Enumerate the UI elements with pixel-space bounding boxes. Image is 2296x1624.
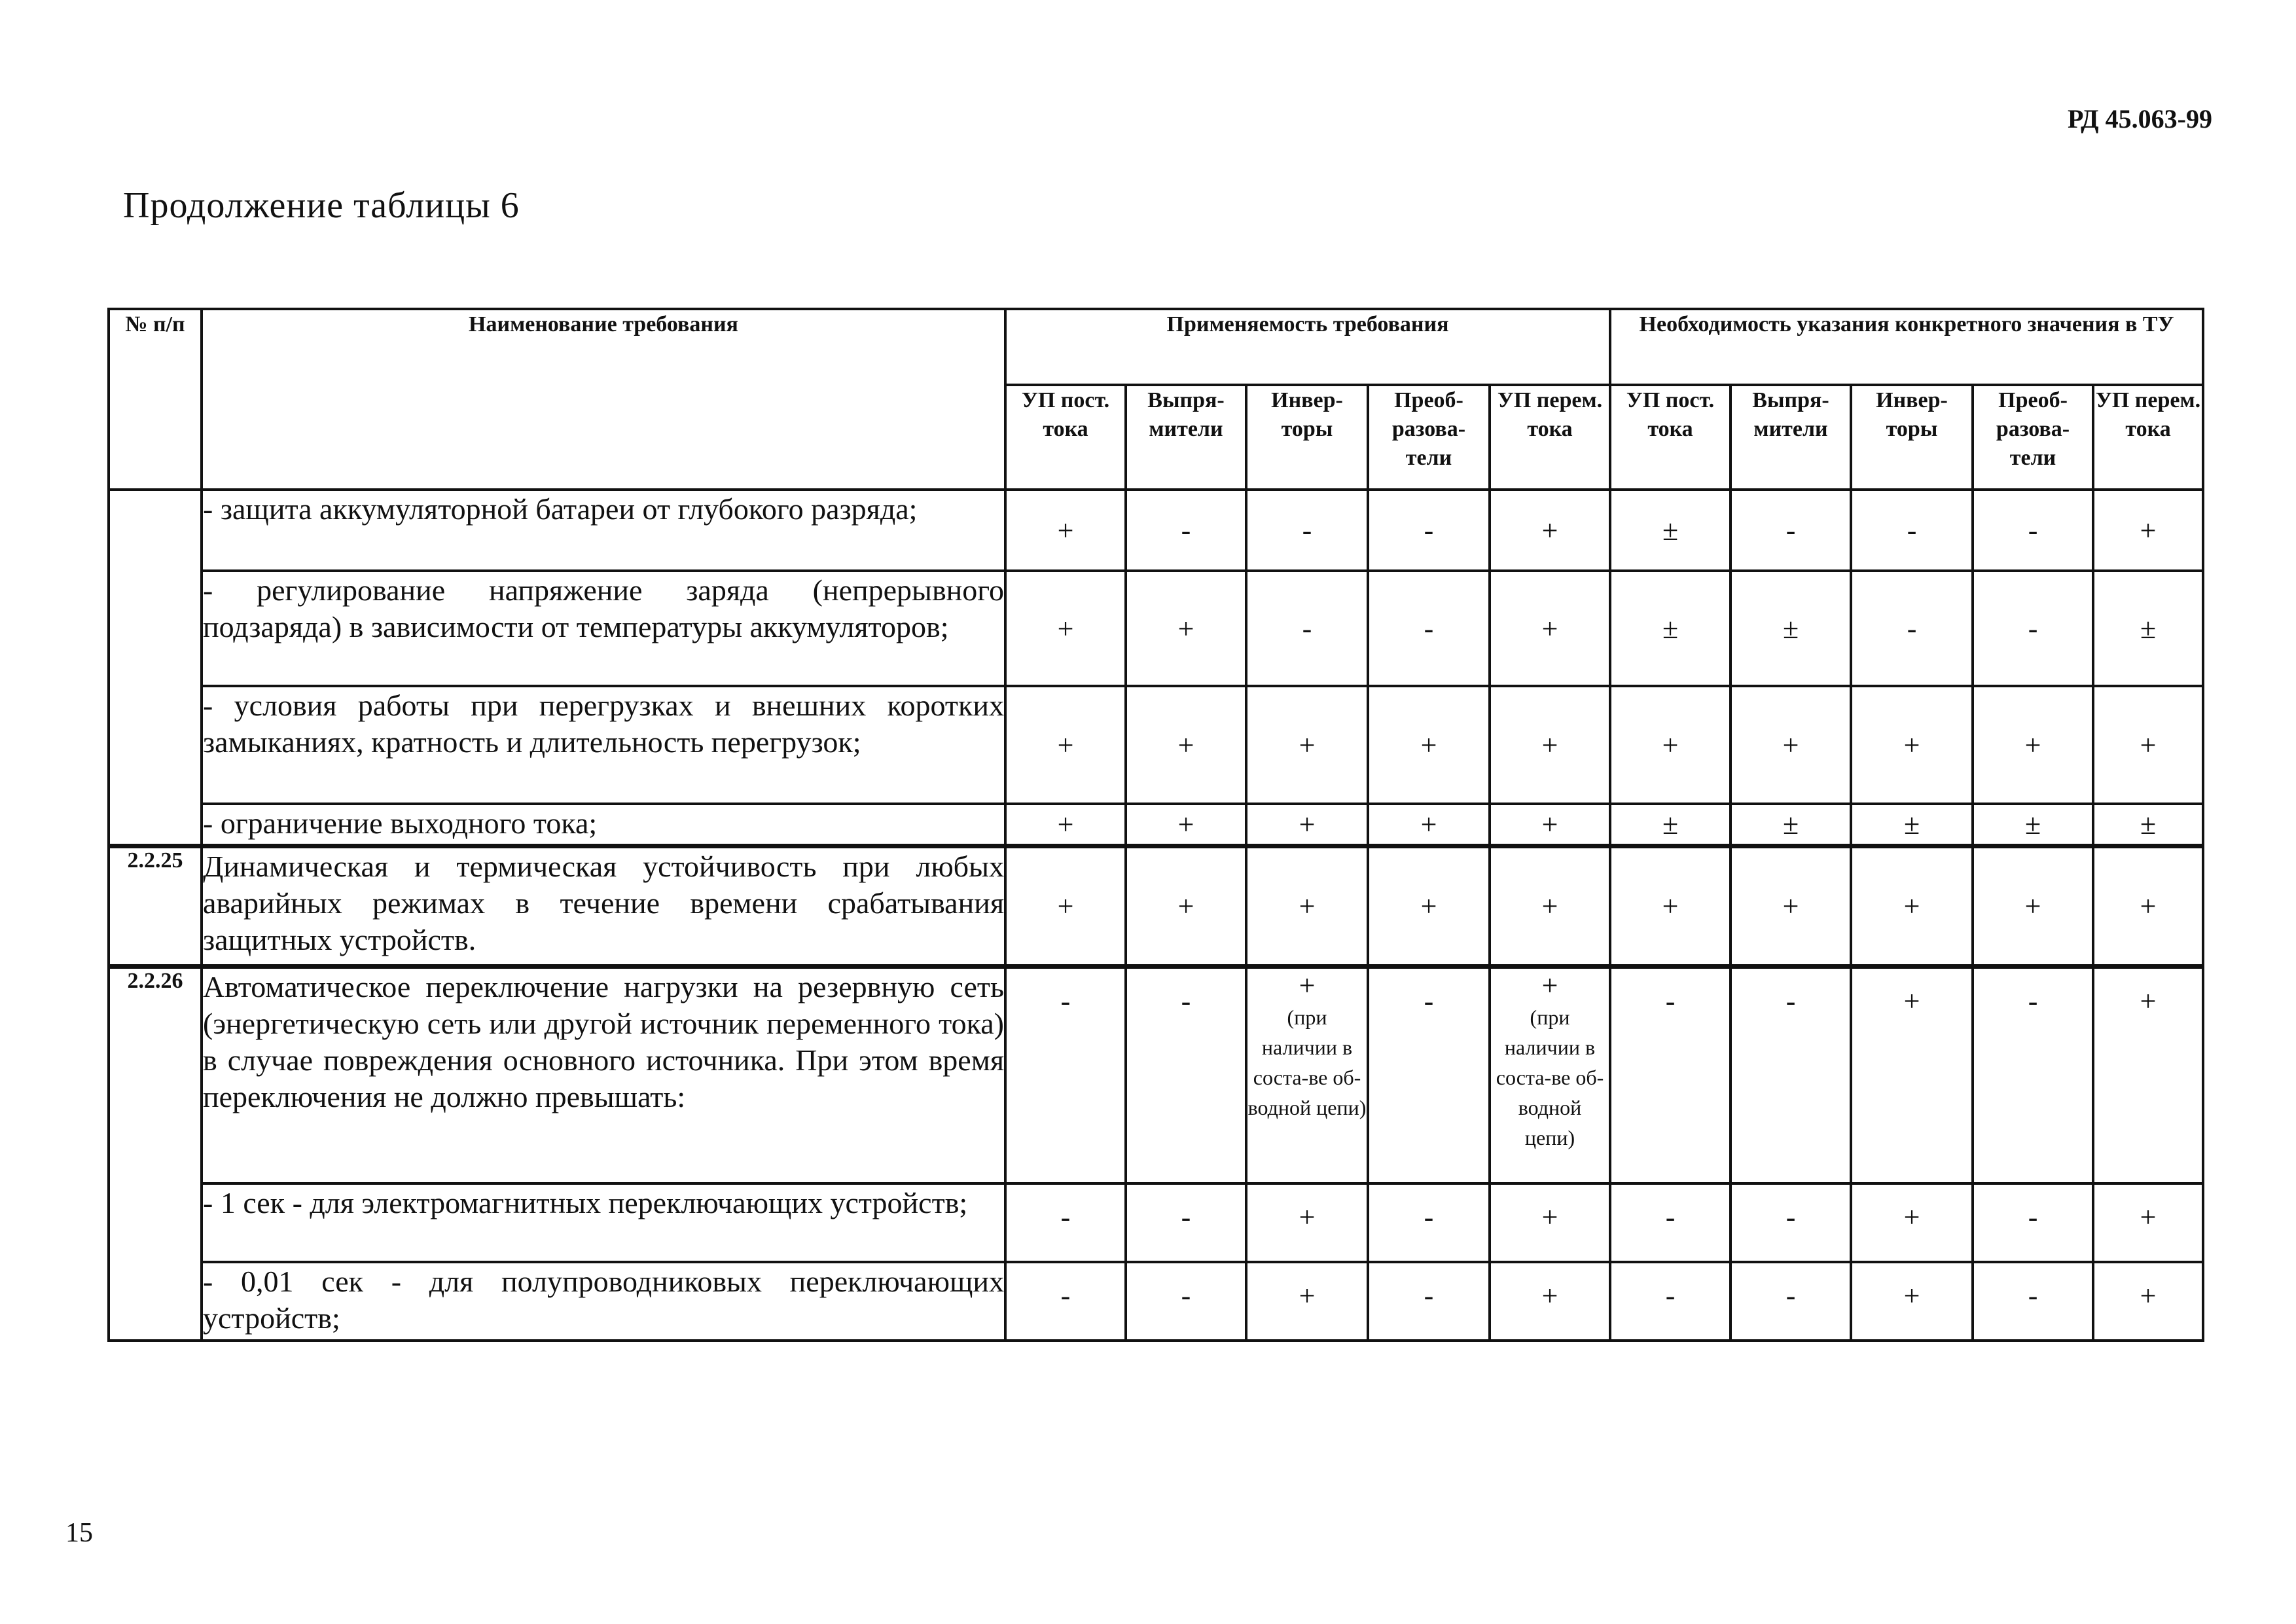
table-row	[109, 490, 2203, 571]
mark-cell: +	[1126, 846, 1246, 966]
mark-cell: -	[1731, 490, 1851, 571]
header-col-3: Инвер-торы	[1246, 385, 1368, 490]
mark-cell: +	[1851, 686, 1973, 804]
mark-cell: +	[1368, 846, 1490, 966]
row-num	[109, 490, 202, 846]
mark-cell-with-note	[1246, 966, 1368, 1183]
mark-cell: -	[1368, 1262, 1490, 1341]
mark-cell: -	[1851, 490, 1973, 571]
mark-cell: +	[1973, 686, 2093, 804]
mark-cell: -	[1731, 1262, 1851, 1341]
mark-cell: +	[1973, 846, 2093, 966]
mark-cell: ±	[2093, 571, 2203, 686]
mark-cell: +	[2093, 1262, 2203, 1341]
mark-cell: ±	[1610, 804, 1731, 846]
mark-cell: +	[1246, 1183, 1368, 1262]
mark-cell: -	[1005, 1183, 1126, 1262]
mark-cell: +	[1005, 846, 1126, 966]
header-col-2: Выпря-мители	[1126, 385, 1246, 490]
mark-cell: -	[1851, 571, 1973, 686]
header-applicability-group: Применяемость требования	[1005, 309, 1610, 385]
mark-cell: +	[1490, 1183, 1610, 1262]
header-col-10: УП перем. тока	[2093, 385, 2203, 490]
mark-cell: +	[1851, 1262, 1973, 1341]
header-col-5: УП перем. тока	[1490, 385, 1610, 490]
mark-cell: +	[1246, 804, 1368, 846]
mark-cell: +	[1246, 846, 1368, 966]
mark-cell: +	[1126, 571, 1246, 686]
mark-cell: -	[1126, 490, 1246, 571]
header-col-9: Преоб-разова-тели	[1973, 385, 2093, 490]
mark-cell: +	[1368, 686, 1490, 804]
mark-cell: -	[1973, 490, 2093, 571]
mark-cell-with-note	[1490, 966, 1610, 1183]
bypass-note: (при наличии в соста-ве об-водной цепи)	[1496, 1005, 1604, 1149]
mark-cell: -	[1246, 571, 1368, 686]
mark-cell: +	[1005, 490, 1126, 571]
requirement-text: - 0,01 сек - для полупроводниковых переключающих устройств;	[202, 1262, 1005, 1341]
mark-cell: -	[1368, 1183, 1490, 1262]
table-continuation-title: Продолжение таблицы 6	[123, 185, 520, 226]
mark-cell: -	[1610, 1262, 1731, 1341]
mark-cell: +	[1126, 804, 1246, 846]
mark-cell: +	[1368, 804, 1490, 846]
mark-cell: +	[2093, 686, 2203, 804]
mark-cell: +	[1490, 1262, 1610, 1341]
mark-cell: +	[1005, 571, 1126, 686]
header-col-6: УП пост. тока	[1610, 385, 1731, 490]
mark-cell: +	[1851, 1183, 1973, 1262]
mark-cell: ±	[1973, 804, 2093, 846]
table-row	[109, 966, 2203, 1183]
mark-cell: +	[1851, 966, 1973, 1183]
mark-sign: +	[1299, 969, 1316, 1001]
mark-cell: +	[2093, 846, 2203, 966]
mark-cell: -	[1368, 490, 1490, 571]
mark-cell: +	[1610, 686, 1731, 804]
mark-cell: ±	[1851, 804, 1973, 846]
page-number: 15	[65, 1518, 93, 1548]
mark-cell: -	[1126, 1183, 1246, 1262]
mark-cell: -	[1731, 966, 1851, 1183]
mark-cell: -	[1246, 490, 1368, 571]
mark-cell: -	[1126, 1262, 1246, 1341]
mark-cell: -	[1731, 1183, 1851, 1262]
mark-cell: ±	[1610, 490, 1731, 571]
mark-cell: +	[1490, 571, 1610, 686]
mark-cell: -	[1610, 1183, 1731, 1262]
mark-cell: +	[1126, 686, 1246, 804]
mark-cell: -	[1973, 966, 2093, 1183]
mark-cell: -	[1368, 571, 1490, 686]
header-col-8: Инвер-торы	[1851, 385, 1973, 490]
mark-cell: ±	[1731, 571, 1851, 686]
mark-cell: ±	[1610, 571, 1731, 686]
header-col-7: Выпря-мители	[1731, 385, 1851, 490]
requirement-text: - ограничение выходного тока;	[202, 804, 1005, 846]
row-num: 2.2.26	[109, 966, 202, 1341]
requirement-text: Автоматическое переключение нагрузки на резервную сеть (энергетическую сеть или другой источник переменного тока) в случае повреждения основного источника. При этом время переключения не должно превышать:	[202, 966, 1005, 1183]
table-row	[109, 686, 2203, 804]
header-num: № п/п	[109, 309, 202, 490]
mark-cell: -	[1368, 966, 1490, 1183]
requirement-text: - защита аккумуляторной батареи от глубокого разряда;	[202, 490, 1005, 571]
table-row	[109, 1262, 2203, 1341]
mark-cell: +	[2093, 490, 2203, 571]
requirement-text: - 1 сек - для электромагнитных переключающих устройств;	[202, 1183, 1005, 1262]
mark-cell: +	[2093, 1183, 2203, 1262]
mark-cell: -	[1973, 1262, 2093, 1341]
mark-cell: -	[1610, 966, 1731, 1183]
mark-cell: -	[1005, 1262, 1126, 1341]
mark-cell: +	[1246, 1262, 1368, 1341]
requirement-text: Динамическая и термическая устойчивость при любых аварийных режимах в течение времени срабатывания защитных устройств.	[202, 846, 1005, 966]
row-num: 2.2.25	[109, 846, 202, 966]
mark-sign: +	[1541, 969, 1558, 1001]
mark-cell: -	[1126, 966, 1246, 1183]
table-row	[109, 1183, 2203, 1262]
mark-cell: +	[1731, 686, 1851, 804]
header-col-1: УП пост. тока	[1005, 385, 1126, 490]
mark-cell: +	[1490, 490, 1610, 571]
requirements-table	[107, 308, 2204, 1342]
mark-cell: +	[1490, 804, 1610, 846]
header-name: Наименование требования	[202, 309, 1005, 490]
table-row	[109, 804, 2203, 846]
mark-cell: +	[1005, 686, 1126, 804]
mark-cell: +	[1490, 686, 1610, 804]
header-col-4: Преоб-разова-тели	[1368, 385, 1490, 490]
mark-cell: +	[2093, 966, 2203, 1183]
requirement-text: - условия работы при перегрузках и внешних коротких замыканиях, кратность и длительность перегрузок;	[202, 686, 1005, 804]
mark-cell: -	[1973, 1183, 2093, 1262]
mark-cell: +	[1731, 846, 1851, 966]
mark-cell: ±	[2093, 804, 2203, 846]
header-necessity-group: Необходимость указания конкретного значения в ТУ	[1610, 309, 2203, 385]
document-code: РД 45.063-99	[2068, 104, 2212, 134]
mark-cell: +	[1246, 686, 1368, 804]
mark-cell: -	[1973, 571, 2093, 686]
mark-cell: -	[1005, 966, 1126, 1183]
mark-cell: ±	[1731, 804, 1851, 846]
mark-cell: +	[1005, 804, 1126, 846]
table-row	[109, 571, 2203, 686]
requirement-text: - регулирование напряжение заряда (непрерывного подзаряда) в зависимости от температуры аккумуляторов;	[202, 571, 1005, 686]
bypass-note: (при наличии в соста-ве об-водной цепи)	[1247, 1005, 1367, 1119]
mark-cell: +	[1490, 846, 1610, 966]
mark-cell: +	[1610, 846, 1731, 966]
mark-cell: +	[1851, 846, 1973, 966]
table-row	[109, 846, 2203, 966]
